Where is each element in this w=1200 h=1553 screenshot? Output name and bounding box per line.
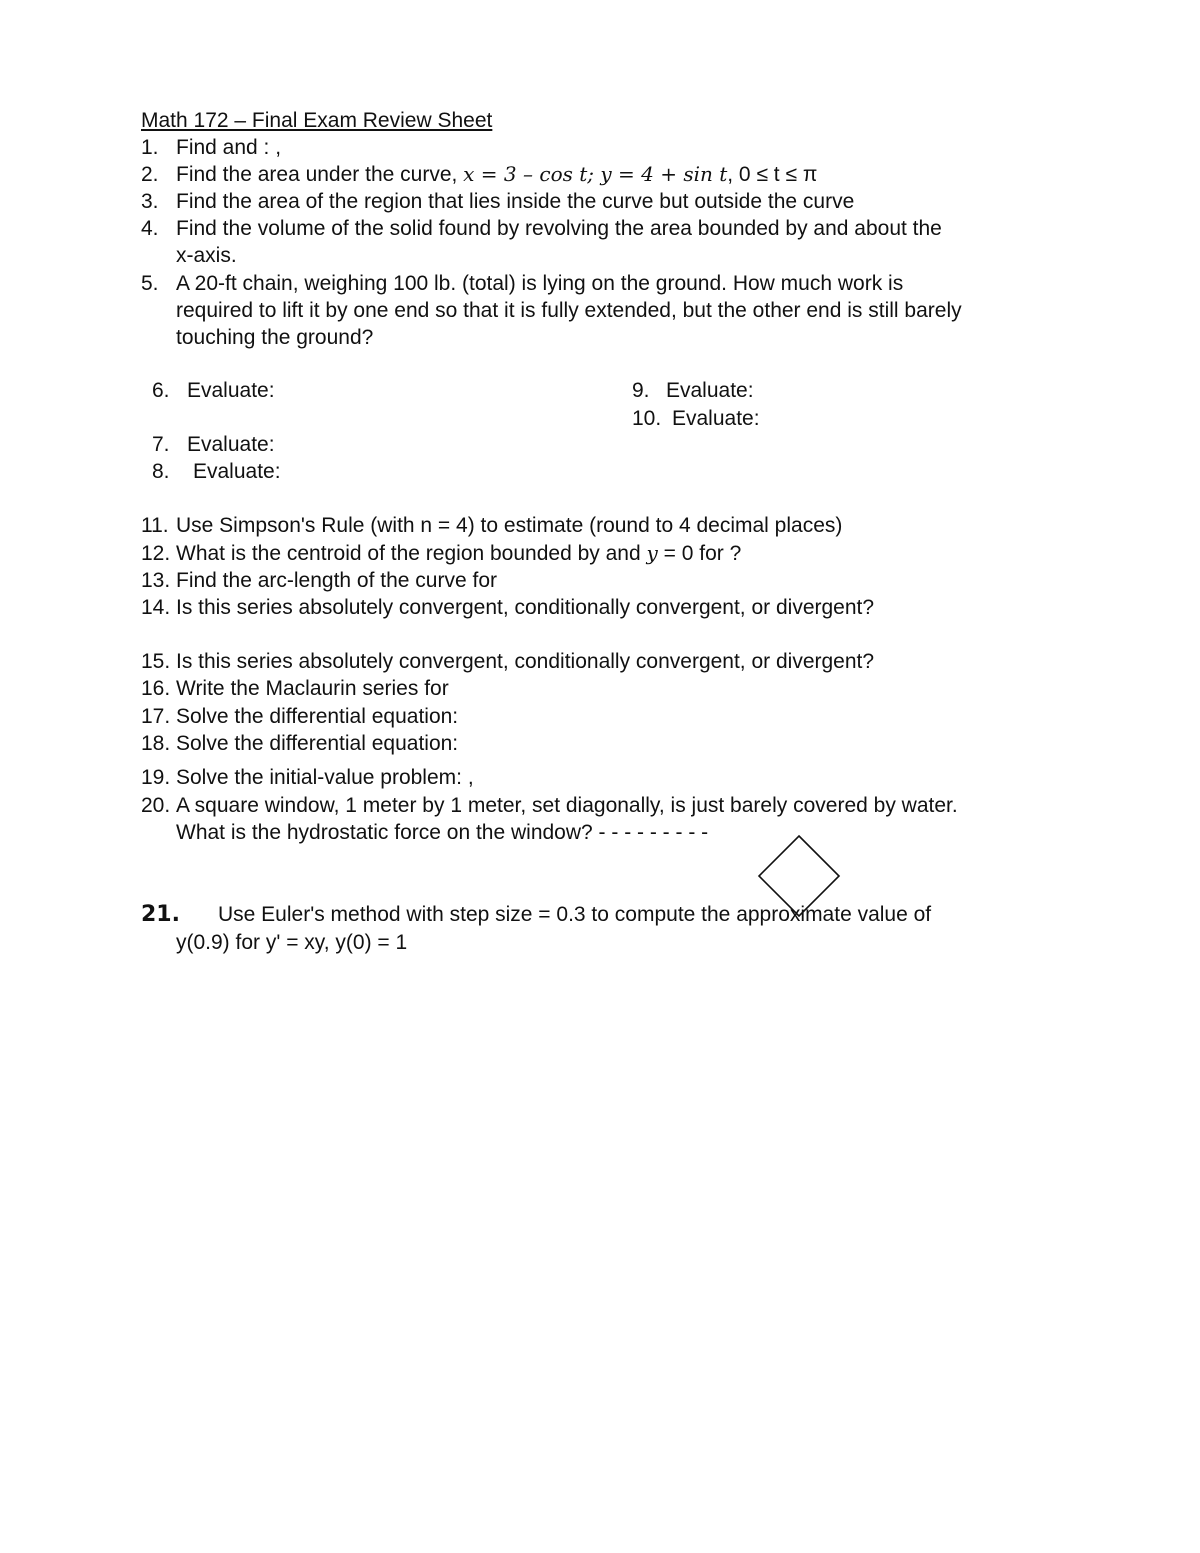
question-5-number: 5.: [141, 272, 159, 295]
question-17-text: Solve the differential equation:: [176, 705, 459, 728]
question-19-text: Solve the initial-value problem: ,: [176, 766, 474, 789]
question-20-line-1: A square window, 1 meter by 1 meter, set diagonally, is just barely covered by water.: [176, 794, 958, 817]
question-18-text: Solve the differential equation:: [176, 732, 459, 755]
question-16-text: Write the Maclaurin series for: [176, 677, 449, 700]
question-6-text: Evaluate:: [187, 379, 275, 402]
question-12-number: 12.: [141, 542, 171, 565]
question-15-number: 15.: [141, 650, 171, 673]
question-1-number: 1.: [141, 136, 159, 159]
question-3-number: 3.: [141, 190, 159, 213]
question-16-number: 16.: [141, 677, 171, 700]
question-7-number: 7.: [152, 433, 170, 456]
question-2-text-after: , 0 ≤ t ≤ π: [727, 163, 818, 186]
question-9-text: Evaluate:: [666, 379, 754, 402]
question-8-number: 8.: [152, 460, 170, 483]
question-3-text: Find the area of the region that lies inside the curve but outside the curve: [176, 190, 855, 213]
page-title: Math 172 – Final Exam Review Sheet: [141, 109, 493, 132]
question-2-text-before: Find the area under the curve,: [176, 163, 464, 186]
question-5-line-3: touching the ground?: [176, 326, 374, 349]
question-20-number: 20.: [141, 794, 171, 817]
question-15-text: Is this series absolutely convergent, conditionally convergent, or divergent?: [176, 650, 875, 673]
question-20-line-2: What is the hydrostatic force on the window? - - - - - - - - -: [176, 821, 709, 844]
question-7-text: Evaluate:: [187, 433, 275, 456]
question-17-number: 17.: [141, 705, 171, 728]
question-14-number: 14.: [141, 596, 171, 619]
question-10-text: Evaluate:: [672, 407, 760, 430]
question-5-line-2: required to lift it by one end so that it is fully extended, but the other end is still barely: [176, 299, 962, 322]
question-13-number: 13.: [141, 569, 171, 592]
question-4-line-1: Find the volume of the solid found by revolving the area bounded by and about the: [176, 217, 942, 240]
question-12-math: y: [646, 541, 658, 565]
question-11-text: Use Simpson's Rule (with n = 4) to estimate (round to 4 decimal places): [176, 514, 843, 537]
question-12-text: [176, 540, 741, 567]
question-9-number: 9.: [632, 379, 650, 402]
question-4-line-2: x-axis.: [176, 244, 237, 267]
question-2-text: [176, 161, 817, 188]
question-12-text-after: = 0 for ?: [657, 542, 742, 565]
question-19-number: 19.: [141, 766, 171, 789]
question-6-number: 6.: [152, 379, 170, 402]
question-2-math: x = 3 – cos t; y = 4 + sin t: [463, 162, 728, 186]
question-1-text: Find and : ,: [176, 136, 282, 159]
question-18-number: 18.: [141, 732, 171, 755]
question-21-number: 21.: [141, 902, 180, 927]
question-10-number: 10.: [632, 407, 662, 430]
question-21-line-1: Use Euler's method with step size = 0.3 to compute the approximate value of: [218, 903, 932, 926]
question-12-text-before: What is the centroid of the region bounded by and: [176, 542, 647, 565]
question-21-line-2: y(0.9) for y' = xy, y(0) = 1: [176, 931, 408, 954]
question-14-text: Is this series absolutely convergent, conditionally convergent, or divergent?: [176, 596, 875, 619]
question-11-number: 11.: [141, 514, 169, 537]
question-13-text: Find the arc-length of the curve for: [176, 569, 497, 592]
question-2-number: 2.: [141, 163, 159, 186]
question-4-number: 4.: [141, 217, 159, 240]
question-5-line-1: A 20-ft chain, weighing 100 lb. (total) is lying on the ground. How much work is: [176, 272, 904, 295]
question-8-text: Evaluate:: [193, 460, 281, 483]
